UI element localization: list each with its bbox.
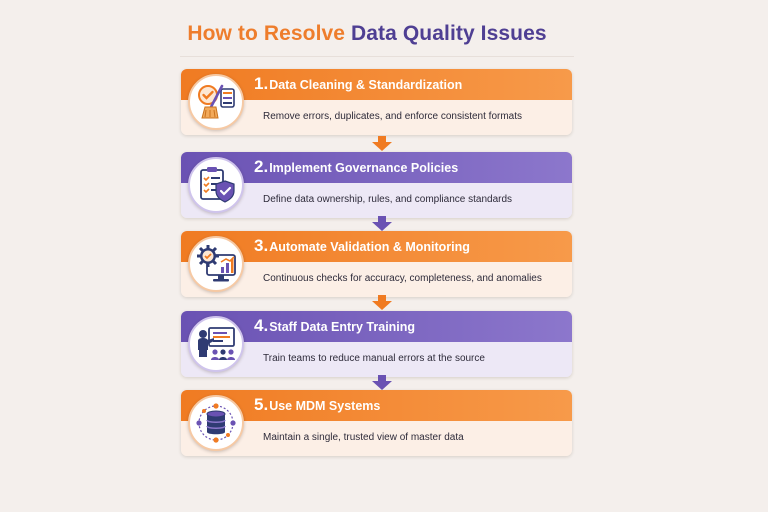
arrow-down-icon xyxy=(370,375,394,391)
step-card-1 xyxy=(181,69,572,135)
step-card-4 xyxy=(181,311,572,377)
step-1-description: Remove errors, duplicates, and enforce consistent formats xyxy=(263,111,523,122)
step-1-number: 1. xyxy=(254,74,269,93)
step-3-number: 3. xyxy=(254,236,269,255)
clipboard-shield-icon xyxy=(188,157,244,213)
step-2-description: Define data ownership, rules, and compliance standards xyxy=(263,194,513,205)
gear-monitor-icon xyxy=(188,236,244,292)
step-5-number: 5. xyxy=(254,395,269,414)
step-card-3 xyxy=(181,231,572,297)
broom-checklist-icon xyxy=(188,74,244,130)
step-1-heading xyxy=(254,74,462,94)
step-2-heading xyxy=(254,157,458,177)
title-divider xyxy=(180,56,574,57)
step-3-title: Automate Validation & Monitoring xyxy=(269,240,470,254)
step-5-title: Use MDM Systems xyxy=(269,399,381,413)
step-card-5 xyxy=(181,390,572,456)
step-5-heading xyxy=(254,395,380,415)
step-2-number: 2. xyxy=(254,157,269,176)
step-3-heading xyxy=(254,236,470,256)
step-1-title: Data Cleaning & Standardization xyxy=(269,78,463,92)
title-part-1: How to Resolve xyxy=(187,22,346,45)
step-4-number: 4. xyxy=(254,316,269,335)
step-5-description: Maintain a single, trusted view of master data xyxy=(263,432,464,443)
step-4-description: Train teams to reduce manual errors at the source xyxy=(263,353,485,364)
arrow-down-icon xyxy=(370,295,394,311)
step-4-heading xyxy=(254,316,415,336)
title-part-2: Data Quality Issues xyxy=(351,22,547,45)
presenter-board-icon xyxy=(188,316,244,372)
step-card-2 xyxy=(181,152,572,218)
step-4-title: Staff Data Entry Training xyxy=(269,320,416,334)
step-2-title: Implement Governance Policies xyxy=(269,161,459,175)
arrow-down-icon xyxy=(370,216,394,232)
database-network-icon xyxy=(188,395,244,451)
arrow-down-icon xyxy=(370,136,394,152)
step-3-description: Continuous checks for accuracy, completeness, and anomalies xyxy=(263,273,542,284)
page-title xyxy=(0,22,734,46)
